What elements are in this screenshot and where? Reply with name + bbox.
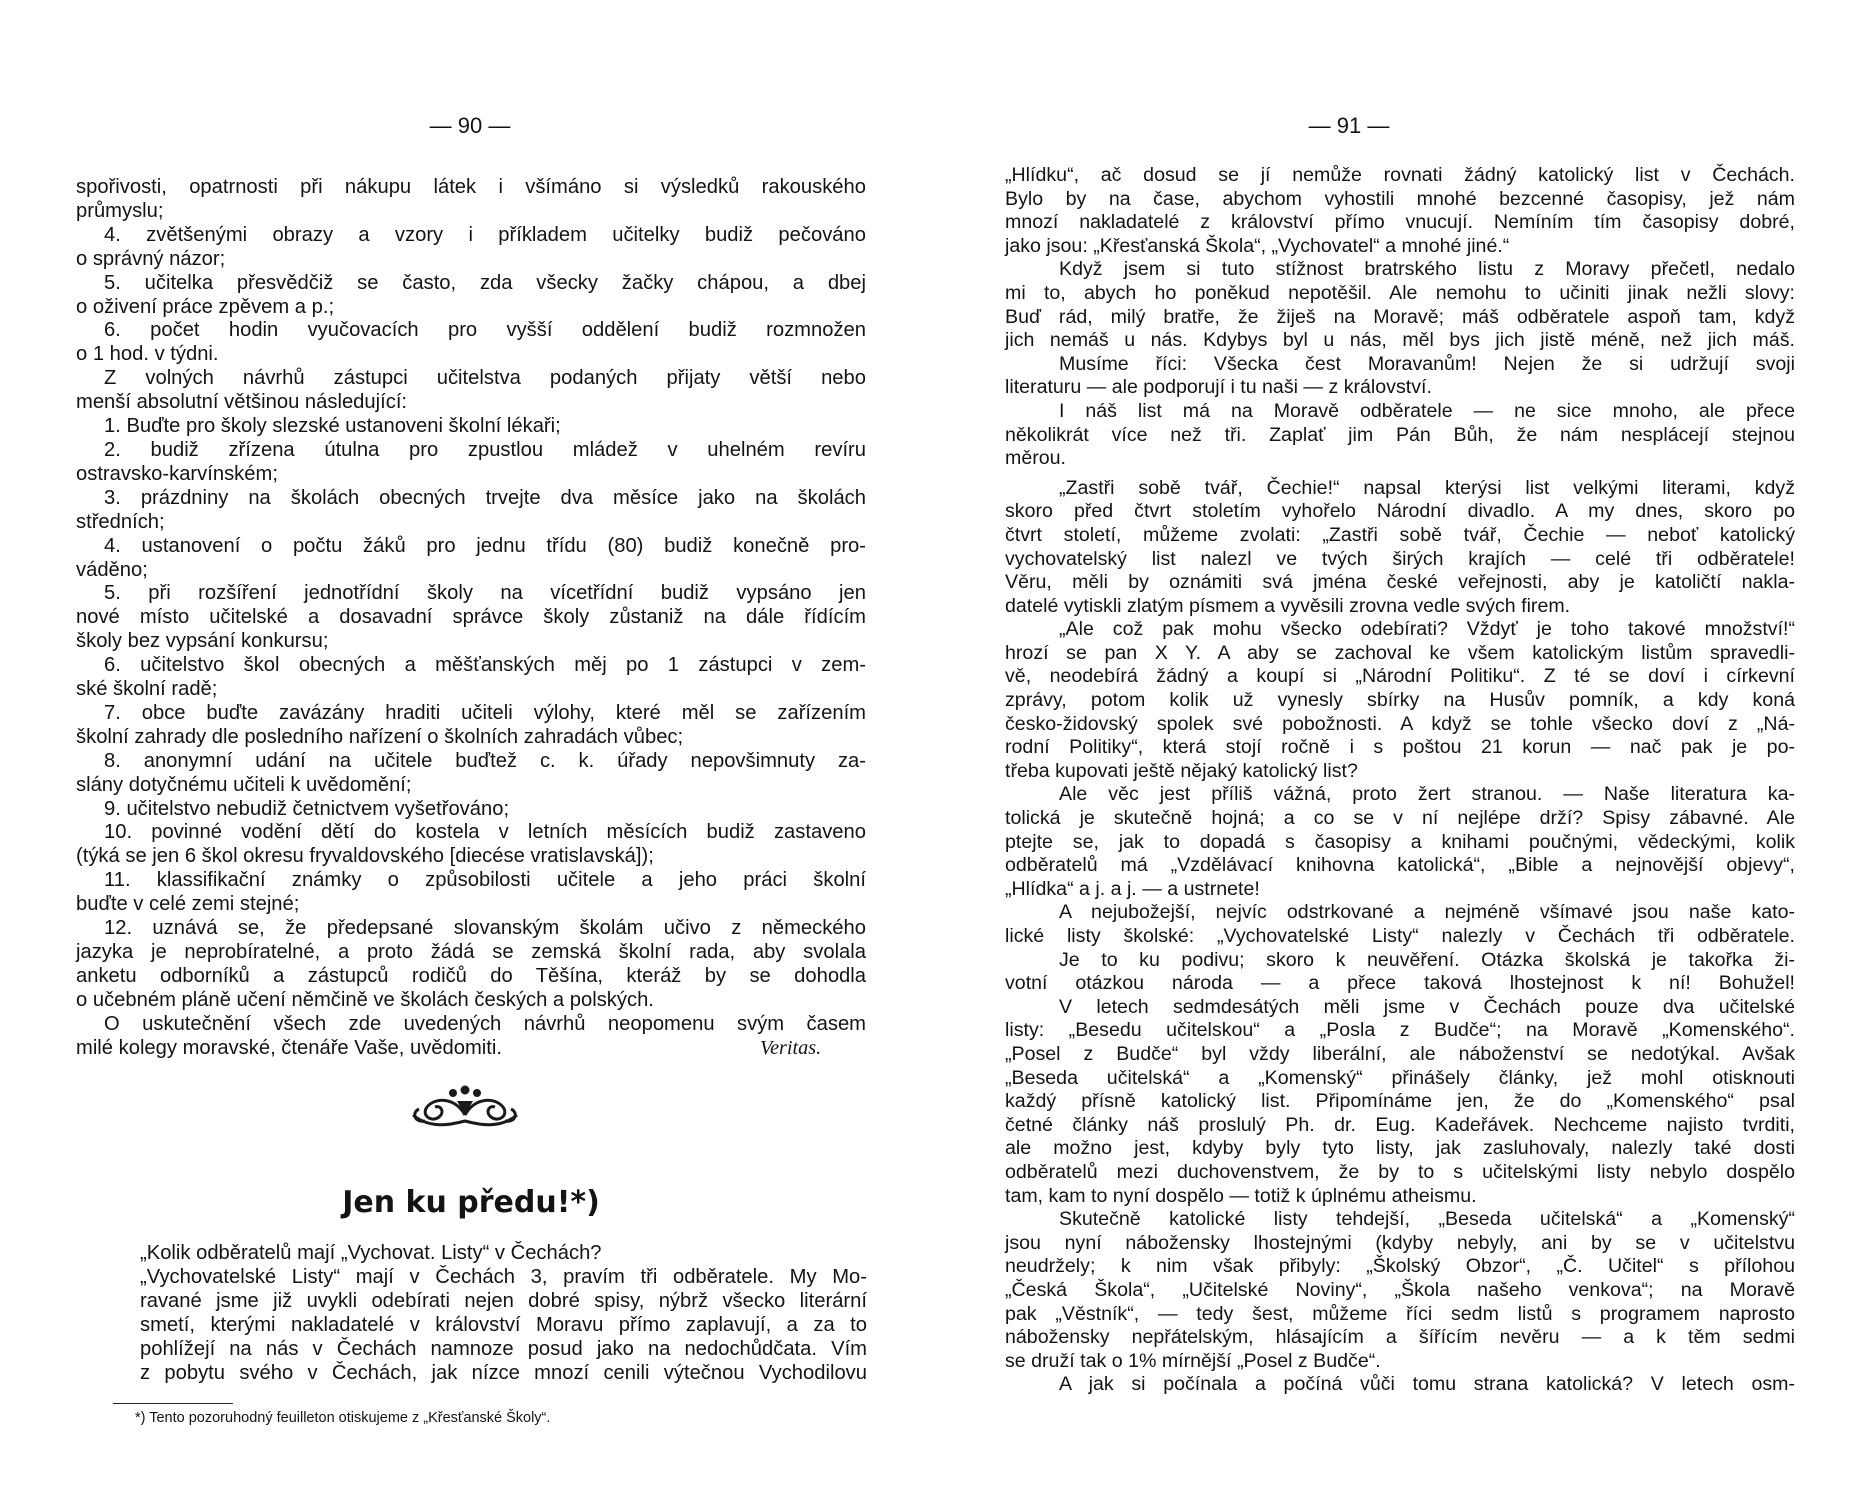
- text-line: Skutečně katolické listy tehdejší, „Beseda učitelská“ a „Komenský“: [1059, 1208, 1795, 1231]
- text-line: neudržely; k nim však přibyly: „Školský Obzor“, „Č. Učitel“ s přílohou: [1005, 1255, 1795, 1278]
- text-line: A jak si počínala a počíná vůči tomu strana katolická? V letech osm-: [1059, 1373, 1795, 1396]
- text-line: odběratelů má „Vzdělávací knihovna katolická“, „Bible a nejnovější objevy“,: [1005, 854, 1795, 877]
- text-line: 10. povinné vodění dětí do kostela v letních měsících budiž zastaveno: [104, 821, 866, 844]
- text-line: průmyslu;: [76, 199, 164, 222]
- text-line: 11. klassifikační známky o způsobilosti učitele a jeho práci školní: [104, 869, 866, 892]
- text-line: „Ale což pak mohu všecko odebírati? Vždyť je toho takové množství!“: [1059, 618, 1795, 641]
- text-line: 5. učitelka přesvědčiž se často, zda všecky žačky chápou, a dbej: [104, 271, 866, 294]
- text-line: 7. obce buďte zavázány hraditi učiteli výlohy, které měl se zařízením: [104, 701, 866, 724]
- article-column: [140, 1242, 867, 1385]
- text-line: „Posel z Budče“ byl vždy liberální, ale náboženství se nedotýkal. Avšak: [1005, 1042, 1795, 1065]
- text-line: 8. anonymní udání na učitele buďtež c. k. úřady nepovšimnuty za-: [104, 749, 866, 772]
- text-line: několikrát více než tři. Zaplať jim Pán Bůh, že nám nesplácejí stejnou: [1005, 423, 1795, 446]
- text-line: Je to ku podivu; skoro k neuvěření. Otázka školská je takořka ži-: [1059, 948, 1795, 971]
- text-line: O uskutečnění všech zde uvedených návrhů neopomenu svým časem: [104, 1012, 866, 1035]
- text-line: „Vychovatelské Listy“ mají v Čechách 3, pravím tři odběratele. My Mo-: [140, 1265, 867, 1288]
- text-line: 3. prázdniny na školách obecných trvejte dva měsíce jako na školách: [104, 486, 866, 509]
- footnote-rule: [113, 1403, 233, 1404]
- text-line: A nejubožejší, nejvíc odstrkované a nejméně všímavé jsou naše kato-: [1059, 901, 1795, 924]
- text-line: Musíme říci: Všecka čest Moravanům! Nejen že si udržují svoji: [1059, 352, 1795, 375]
- text-line: Když jsem si tuto stížnost bratrského listu z Moravy přečetl, nedalo: [1059, 258, 1795, 281]
- text-line: „Hlídka“ a j. a j. — a ustrnete!: [1005, 877, 1260, 900]
- text-line: spořivosti, opatrnosti při nákupu látek i všímáno si výsledků rakouského: [76, 176, 866, 198]
- text-line: pohlížejí na nás v Čechách namnoze posud jako na nedochůdčata. Vím: [140, 1337, 867, 1360]
- text-line: hrozí se pan X Y. A aby se zachoval ke všem katolickým listům spravedli-: [1005, 641, 1795, 664]
- text-line: každý přísně katolický list. Připomínáme jen, že do „Komenského“ psal: [1005, 1090, 1795, 1113]
- text-line: votní otázkou národa — a přece taková lhostejnost k ní! Bohužel!: [1005, 972, 1795, 995]
- text-column: [76, 176, 866, 1061]
- text-line: lické listy školské: „Vychovatelské Listy“ nalezly v Čechách tři odběratele.: [1005, 925, 1795, 947]
- text-line: „Hlídku“, ač dosud se jí nemůže rovnati žádný katolický list v Čechách.: [1005, 164, 1795, 186]
- text-line: „Česká Škola“, „Učitelské Noviny“, „Škola našeho venkova“; na Moravě: [1005, 1278, 1795, 1301]
- ornament-flourish: [405, 1085, 525, 1135]
- text-line: anketu odborníků a zástupců rodičů do Těšína, kteráž by se dohodla: [76, 964, 866, 987]
- text-line: se druží tak o 1% mírnější „Posel z Budče“.: [1005, 1349, 1381, 1372]
- text-line: 9. učitelstvo nebudiž četnictvem vyšetřováno;: [104, 797, 510, 820]
- page-number: — 91 —: [1308, 113, 1390, 138]
- text-line: Věru, měli by oznámiti svá jména české veřejnosti, aby je katoličtí nakla-: [1005, 571, 1795, 594]
- text-line: slány dotyčnému učiteli k uvědomění;: [76, 773, 412, 796]
- text-line: „Kolik odběratelů mají „Vychovat. Listy“ v Čechách?: [140, 1242, 602, 1264]
- text-line: 6. počet hodin vyučovacích pro vyšší oddělení budiž rozmnožen: [104, 319, 866, 342]
- text-line: školy bez vypsání konkursu;: [76, 630, 329, 653]
- text-line: středních;: [76, 510, 165, 533]
- footnote: *) Tento pozoruhodný feuilleton otiskujeme z „Křesťanské Školy“.: [135, 1410, 551, 1426]
- text-line: „Beseda učitelská“ a „Komenský“ přinášely články, jež mohl otisknouti: [1005, 1066, 1795, 1089]
- text-line: jsou nyní nábožensky lhostejnými (kdyby nebyly, ani by se v učitelstvu: [1005, 1231, 1795, 1254]
- text-line: „Zastři sobě tvář, Čechie!“ napsal kterýsi list velkými literami, když: [1059, 476, 1795, 499]
- text-line: tolická je skutečně hojná; a co se v ní nejlépe drží? Spisy zábavné. Ale: [1005, 807, 1795, 830]
- text-line: pak „Věstník“, — tedy šest, můžeme říci sedm listů s programem naprosto: [1005, 1302, 1795, 1325]
- text-line: odběratelů mezi duchovenstvem, že by to s učitelskými listy nebylo dospělo: [1005, 1160, 1795, 1183]
- text-line: tam, kam to nyní dospělo — totiž k úplnému atheismu.: [1005, 1184, 1477, 1207]
- text-line: 1. Buďte pro školy slezské ustanoveni školní lékaři;: [104, 415, 561, 438]
- text-line: rodní Politiky“, která stojí ročně i s poštou 21 korun — nač pak je po-: [1005, 736, 1795, 759]
- text-line: váděno;: [76, 558, 148, 581]
- page-number: — 90 —: [429, 113, 511, 138]
- text-column: [1005, 164, 1795, 1397]
- text-line: ptejte se, jak to dopadá s časopisy a knihami poučnými, vědeckými, kolik: [1005, 830, 1795, 853]
- text-line: skoro před čtvrt stoletím vyhořelo Národní divadlo. A my dnes, skoro po: [1005, 500, 1795, 523]
- text-line: listy: „Besedu učitelskou“ a „Posla z Budče“; na Moravě „Komenského“.: [1005, 1019, 1795, 1042]
- text-line: nábožensky nepřátelským, hlásajícím a šířícím nevěru — a k těm sedmi: [1005, 1326, 1795, 1349]
- text-line: z pobytu svého v Čechách, jak nízce mnozí cenili výtečnou Vychodilovu: [140, 1361, 867, 1384]
- text-line: V letech sedmdesátých měli jsme v Čechách pouze dva učitelské: [1059, 995, 1795, 1018]
- text-line: smetí, kterými nakladatelé v království Moravu přímo zaplavují, a za to: [140, 1313, 867, 1336]
- text-line: ostravsko-karvínském;: [76, 462, 278, 485]
- right-page: [927, 0, 1854, 1500]
- text-line: datelé vytiskli zlatým písmem a vyvěsili zrovna vedle svých firem.: [1005, 594, 1571, 617]
- text-line: (týká se jen 6 škol okresu fryvaldovského [diecése vratislavská]);: [76, 845, 654, 868]
- text-line: o 1 hod. v týdni.: [76, 343, 219, 366]
- text-line: 2. budiž zřízena útulna pro zpustlou mládež v uhelném revíru: [104, 438, 866, 461]
- text-line: mi to, abych ho poněkud nepotěšil. Ale nemohu to učiniti jinak nežli slovy:: [1005, 281, 1795, 304]
- text-line: česko-židovský spolek své pobožnosti. A když se tohle všecko doví z „Ná-: [1005, 712, 1795, 735]
- signature: Veritas.: [760, 1036, 822, 1059]
- text-line: Z volných návrhů zástupci učitelstva podaných přijaty větší nebo: [104, 367, 866, 390]
- text-line: ravané jsme již uvykli odebírati nejen dobré spisy, nýbrž všecko literární: [140, 1289, 867, 1312]
- text-line: 4. zvětšenými obrazy a vzory i příkladem učitelky budiž pečováno: [104, 223, 866, 246]
- text-line: 6. učitelstvo škol obecných a měšťanských měj po 1 zástupci v zem-: [104, 654, 866, 677]
- text-line: měrou.: [1005, 447, 1066, 470]
- text-line: zprávy, potom kolik už vynesly sbírky na Husův pomník, a kdy koná: [1005, 689, 1795, 712]
- text-line: o správný názor;: [76, 247, 226, 270]
- article-heading: Jen ku předu!*): [342, 1185, 600, 1220]
- text-line: jako jsou: „Křesťanská Škola“, „Vychovatel“ a mnohé jiné.“: [1005, 234, 1510, 257]
- closing-line: [76, 1037, 866, 1061]
- text-line: 5. při rozšíření jednotřídní školy na vícetřídní budiž vypsáno jen: [104, 582, 866, 605]
- text-line: literaturu — ale podporují i tu naši — z království.: [1005, 376, 1432, 399]
- text-line: menší absolutní většinou následující:: [76, 391, 408, 414]
- text-line: o učebném pláně učení němčině ve školách českých a polských.: [76, 988, 654, 1011]
- text-line: Bylo by na čase, abychom vyhostili mnohé bezcenné časopisy, jež nám: [1005, 187, 1795, 210]
- text-line: 12. uznává se, že předepsané slovanským školám učivo z německého: [104, 917, 866, 940]
- text-line: I náš list má na Moravě odběratele — ne sice mnoho, ale přece: [1059, 399, 1795, 422]
- text-line: 4. ustanovení o počtu žáků pro jednu třídu (80) budiž konečně pro-: [104, 534, 866, 557]
- text-line: vě, neodebírá žádný a koupí si „Národní Politiku“. Z té se doví i církevní: [1005, 665, 1795, 688]
- text-line: jich nemáš u nás. Kdybys byl u nás, měl bys jich jistě méně, než jich máš.: [1005, 329, 1795, 352]
- text-line: o oživení práce zpěvem a p.;: [76, 295, 335, 318]
- text-line: mnozí nakladatelé z království přímo vnucují. Nemíním tím časopisy dobré,: [1005, 211, 1795, 234]
- text-line: ské školní radě;: [76, 678, 218, 701]
- text-line: čtvrt století, můžeme zvolati: „Zastři sobě tvář, Čechie — neboť katolický: [1005, 523, 1795, 546]
- text-line: buďte v celé zemi stejné;: [76, 893, 300, 916]
- text-line: třeba kupovati ještě nějaký katolický list?: [1005, 759, 1358, 782]
- text-line: školní zahrady dle posledního nařízení o školních zahradách vůbec;: [76, 725, 684, 748]
- text-line: Buď rád, milý bratře, že žiješ na Moravě; máš odběratele aspoň tam, když: [1005, 305, 1795, 328]
- text-line: jazyka je neprobíratelné, a proto žádá se zemská školní rada, aby svolala: [76, 941, 866, 963]
- text-line: ale možno jest, kdyby byly tyto listy, jak zasluhovaly, nalezly také dosti: [1005, 1137, 1795, 1160]
- text-line: četné články náš proslulý Ph. dr. Eug. Kadeřávek. Nechceme najisto tvrditi,: [1005, 1113, 1795, 1136]
- text-line: Ale věc jest příliš vážná, proto žert stranou. — Naše literatura ka-: [1059, 783, 1795, 806]
- text-line: nové místo učitelské a dosavadní správce školy zůstaniž na dále řídícím: [76, 606, 866, 629]
- text-line: vychovatelský list nalezl ve tvých širých krajích — celé tři odběratele!: [1005, 547, 1795, 570]
- text-line: milé kolegy moravské, čtenáře Vaše, uvědomiti.: [76, 1036, 502, 1059]
